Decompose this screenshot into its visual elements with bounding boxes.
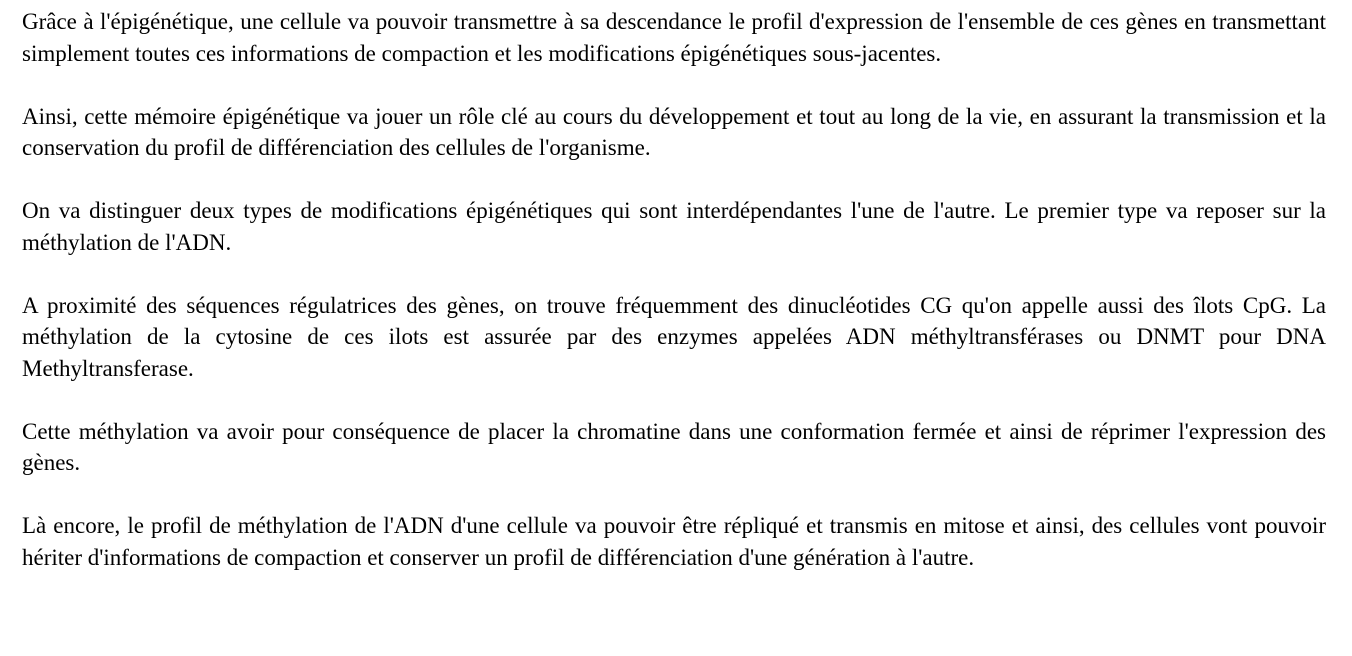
paragraph-modification-types: On va distinguer deux types de modifications épigénétiques qui sont interdépendantes l'une de l'autre. Le premier type va reposer sur la méthylation de l'ADN. — [22, 198, 1326, 255]
paragraph-epigenetic-memory: Ainsi, cette mémoire épigénétique va jouer un rôle clé au cours du développement et tout au long de la vie, en assurant la transmission et la conservation du profil de différenciation des cellules de l'organisme. — [22, 103, 1326, 160]
paragraph-cpg-islands: A proximité des séquences régulatrices des gènes, on trouve fréquemment des dinucléotides CG qu'on appelle aussi des îlots CpG. La méthylation de la cytosine de ces ilots est assurée par des enzymes appelées ADN méthyltransférases ou DNMT pour DNA Methyltransferase. — [22, 292, 1326, 381]
paragraph-methylation-inheritance: Là encore, le profil de méthylation de l'ADN d'une cellule va pouvoir être répliqué et transmis en mitose et ainsi, des cellules vont pouvoir hériter d'informations de compaction et conserver un profil de différenciation d'une génération à l'autre. — [22, 513, 1326, 570]
paragraph-epigenetic-transmission: Grâce à l'épigénétique, une cellule va pouvoir transmettre à sa descendance le profil d'expression de l'ensemble de ces gènes en transmettant simplement toutes ces informations de compaction et les modifications épigénétiques sous-jacentes. — [22, 9, 1326, 66]
paragraph-chromatin-repression: Cette méthylation va avoir pour conséquence de placer la chromatine dans une conformation fermée et ainsi de réprimer l'expression des gènes. — [22, 418, 1326, 475]
